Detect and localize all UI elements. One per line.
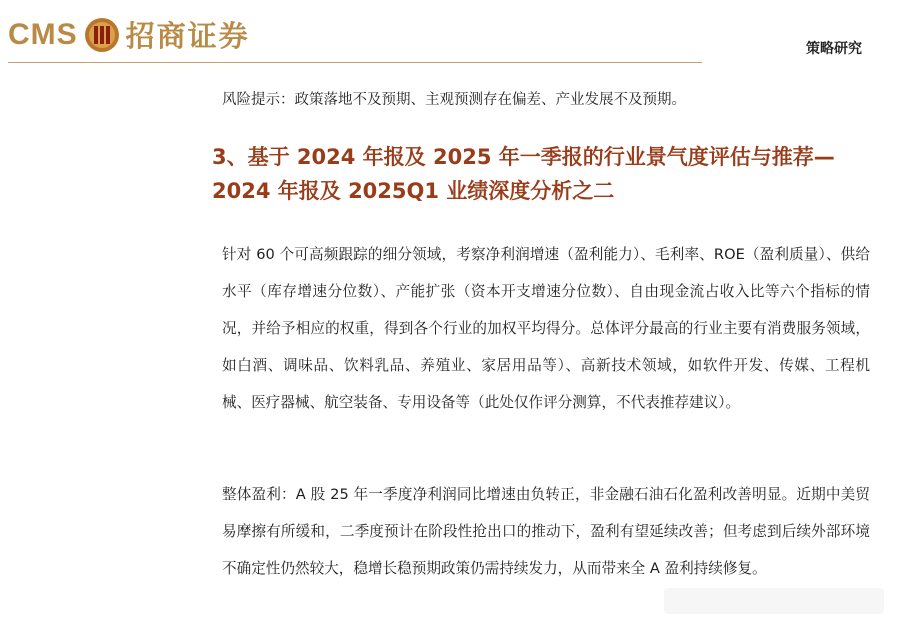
body-paragraph-2: 整体盈利：A 股 25 年一季度净利润同比增速由负转正，非金融石油石化盈利改善明显。近期中美贸易摩擦有所缓和，二季度预计在阶段性抢出口的推动下，盈利有望延续改善；但考虑到后续外部环境不确定性仍然较大，稳增长稳预期政策仍需持续发力，从而带来全 A 盈利持续修复。 [222,486,870,577]
logo-chinese-name: 招商证券 [125,19,250,53]
body-paragraph-1: 针对 60 个可高频跟踪的细分领域，考察净利润增速（盈利能力）、毛利率、ROE（盈利质量）、供给水平（库存增速分位数）、产能扩张（资本开支增速分位数）、自由现金流占收入比等六个指标的情况，并给予相应的权重，得到各个行业的加权平均得分。总体评分最高的行业主要有消费服务领域，如白酒、调味品、饮料乳品、养殖业、家居用品等）、高新技术领域，如软件开发、传媒、工程机械、医疗器械、航空装备、专用设备等（此处仅作评分测算，不代表推荐建议）。 [222,246,870,411]
watermark [664,588,884,614]
logo-emblem-icon [84,17,120,53]
logo-text: CMS [8,17,78,51]
company-logo [8,14,250,55]
risk-notice: 风险提示：政策落地不及预期、主观预测存在偏差、产业发展不及预期。 [222,92,686,108]
section-label: 策略研究 [806,41,862,57]
header-divider [8,62,702,63]
section-title: 3、基于 2024 年报及 2025 年一季报的行业景气度评估与推荐—2024 年报及 2025Q1 业绩深度分析之二 [212,145,835,203]
page-header [0,0,906,70]
